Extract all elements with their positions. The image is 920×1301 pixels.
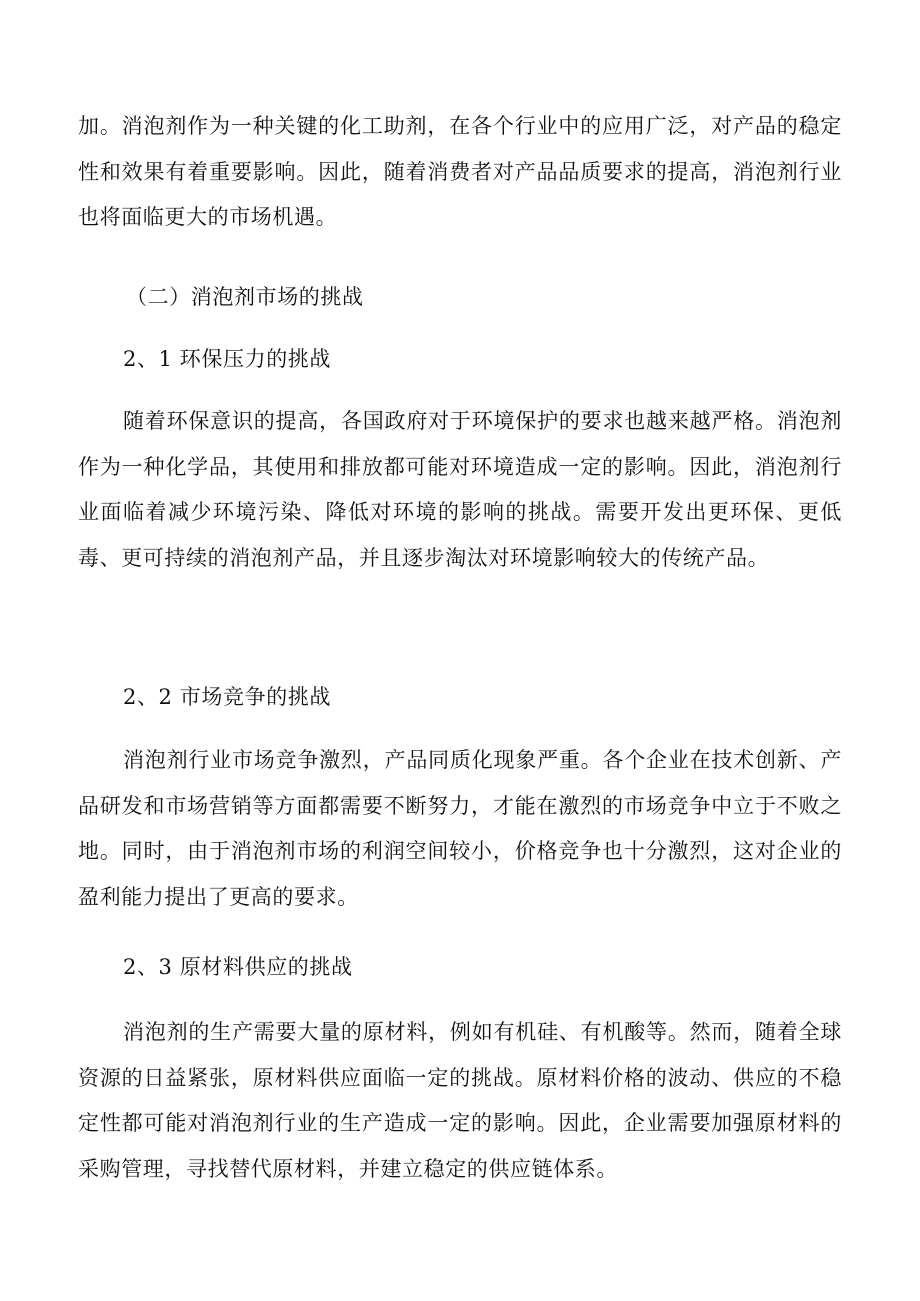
intro-paragraph: 加。消泡剂作为一种关键的化工助剂，在各个行业中的应用广泛，对产品的稳定性和效果有着重要影响。因此，随着消费者对产品品质要求的提高，消泡剂行业也将面临更大的市场机遇。 [78,114,842,229]
paragraph-2-3: 消泡剂的生产需要大量的原材料，例如有机硅、有机酸等。然而，随着全球资源的日益紧张，原材料供应面临一定的挑战。原材料价格的波动、供应的不稳定性都可能对消泡剂行业的生产造成一定的影响。因此，企业需要加强原材料的采购管理，寻找替代原材料，并建立稳定的供应链体系。 [78,1020,842,1181]
paragraph-2-1: 随着环保意识的提高，各国政府对于环境保护的要求也越来越严格。消泡剂作为一种化学品，其使用和排放都可能对环境造成一定的影响。因此，消泡剂行业面临着减少环境污染、降低对环境的影响的挑战。需要开发出更环保、更低毒、更可持续的消泡剂产品，并且逐步淘汰对环境影响较大的传统产品。 [78,409,842,570]
subsection-heading-2-3: 2、3 原材料供应的挑战 [123,955,353,979]
subsection-heading-2-1: 2、1 环保压力的挑战 [123,347,331,371]
section-title: （二）消泡剂市场的挑战 [126,285,364,309]
subsection-heading-2-2: 2、2 市场竞争的挑战 [123,685,331,709]
paragraph-2-2: 消泡剂行业市场竞争激烈，产品同质化现象严重。各个企业在技术创新、产品研发和市场营销等方面都需要不断努力，才能在激烈的市场竞争中立于不败之地。同时，由于消泡剂市场的利润空间较小，价格竞争也十分激烈，这对企业的盈利能力提出了更高的要求。 [78,748,842,909]
